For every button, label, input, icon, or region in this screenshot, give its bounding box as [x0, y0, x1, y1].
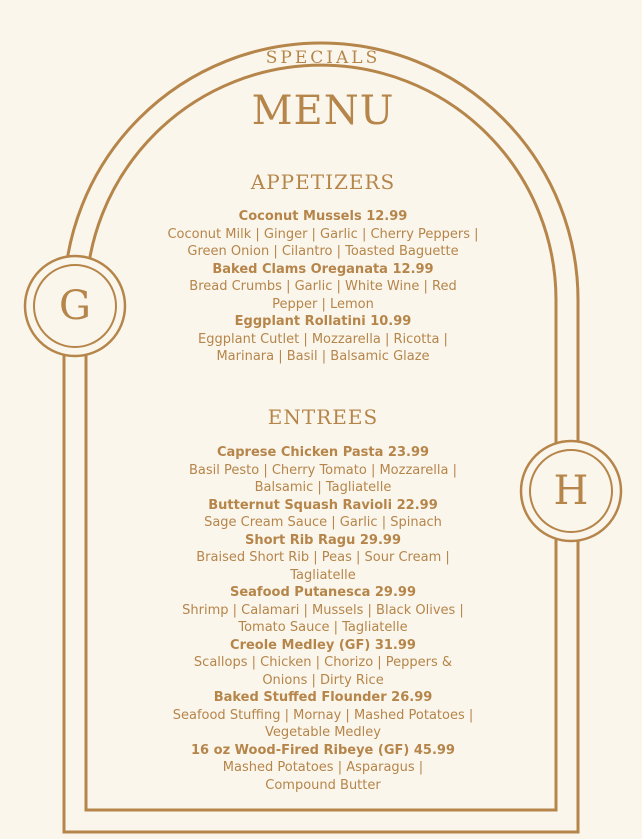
item-description: Sage Cream Sauce | Garlic | Spinach	[204, 515, 442, 530]
item-name: Baked Clams Oreganata 12.99	[212, 261, 434, 277]
menu-item	[155, 532, 491, 585]
section-heading: APPETIZERS	[250, 170, 396, 194]
item-description: Bread Crumbs | Garlic | White Wine | Red Pepper | Lemon	[189, 279, 457, 312]
item-description: Seafood Stuffing | Mornay | Mashed Potatoes | Vegetable Medley	[172, 707, 474, 740]
item-name: 16 oz Wood-Fired Ribeye (GF) 45.99	[191, 742, 455, 758]
specials-label: SPECIALS	[265, 48, 381, 68]
item-name: Eggplant Rollatini 10.99	[234, 314, 412, 329]
item-description: Braised Short Rib | Peas | Sour Cream | Tagliatelle	[196, 550, 450, 583]
menu-item	[155, 637, 491, 690]
item-description: Mashed Potatoes | Asparagus | Compound Butter	[222, 760, 424, 793]
entrees-section	[155, 405, 491, 794]
menu-item	[155, 208, 491, 261]
menu-item	[155, 313, 491, 366]
menu-item	[155, 444, 491, 497]
item-description: Basil Pesto | Cherry Tomato | Mozzarella | Balsamic | Tagliatelle	[188, 462, 457, 495]
page-title: MENU	[251, 88, 395, 134]
item-name: Short Rib Ragu 29.99	[245, 532, 401, 548]
menu-item	[155, 261, 491, 314]
item-name: Baked Stuffed Flounder 26.99	[213, 690, 433, 705]
item-name: Caprese Chicken Pasta 23.99	[216, 445, 430, 460]
item-name: Coconut Mussels 12.99	[238, 209, 408, 224]
item-name: Butternut Squash Ravioli 22.99	[208, 497, 438, 513]
right-emblem-letter: H	[553, 468, 589, 514]
item-name: Creole Medley (GF) 31.99	[230, 637, 416, 653]
section-heading: ENTREES	[267, 405, 379, 429]
appetizers-section	[155, 170, 491, 366]
item-description: Coconut Milk | Ginger | Garlic | Cherry Peppers | Green Onion | Cilantro | Toasted Baguette	[167, 226, 479, 259]
menu-item	[155, 689, 491, 742]
item-description: Scallops | Chicken | Chorizo | Peppers & Onions | Dirty Rice	[193, 655, 453, 688]
left-emblem-letter: G	[59, 283, 91, 329]
item-name: Seafood Putanesca 29.99	[229, 585, 416, 600]
menu-item	[155, 584, 491, 637]
menu-item	[155, 497, 491, 532]
menu-item	[155, 742, 491, 795]
item-description: Shrimp | Calamari | Mussels | Black Olives | Tomato Sauce | Tagliatelle	[182, 602, 464, 635]
item-description: Eggplant Cutlet | Mozzarella | Ricotta | Marinara | Basil | Balsamic Glaze	[198, 331, 448, 364]
